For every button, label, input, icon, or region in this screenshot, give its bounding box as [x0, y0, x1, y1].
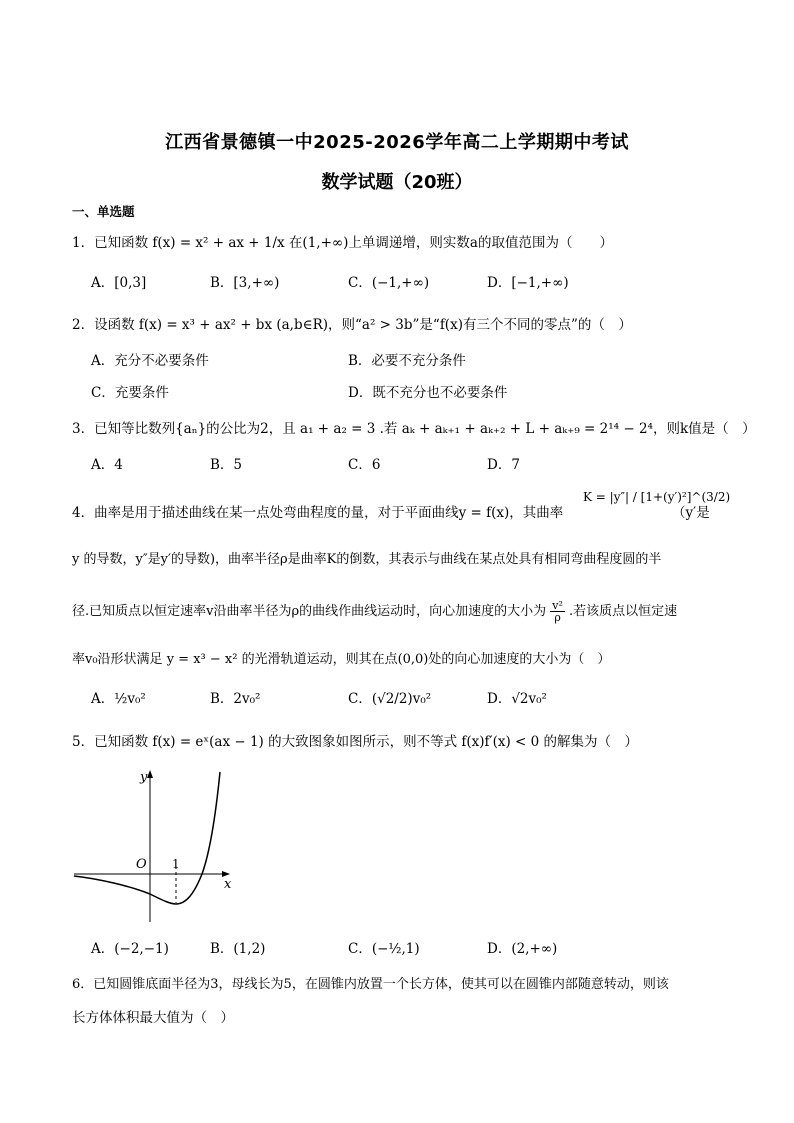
q5-option-a: A．(−2,−1): [91, 941, 169, 957]
q4-line3-tail: .若该质点以恒定速: [569, 604, 678, 619]
q3-option-d: D．7: [487, 457, 520, 473]
q4-line3-text: 径.已知质点以恒定速率v沿曲率半径为ρ的曲线作曲线运动时，向心加速度的大小为: [72, 604, 547, 619]
x-axis-label: x: [224, 877, 232, 892]
q3-option-c: C．6: [348, 457, 381, 473]
exam-title: 江西省景德镇一中2025-2026学年高二上学期期中考试: [165, 132, 629, 153]
question-3-stem: 3．已知等比数列{aₙ}的公比为2，且 a₁ + a₂ = 3 .若 aₖ + aₖ₊₁ + aₖ₊₂ + L + aₖ₊₉ = 2¹⁴ − 2⁴，则k值是（ ）: [72, 421, 756, 437]
q1-option-c: C．(−1,+∞): [348, 275, 430, 291]
section-heading: 一、单选题: [72, 204, 135, 219]
y-axis-label: y: [140, 770, 148, 785]
question-2-stem: 2．设函数 f(x) = x³ + ax² + bx (a,b∈R)，则“a² > 3b”是“f(x)有三个不同的零点”的（ ）: [72, 317, 632, 333]
q5-option-d: D．(2,+∞): [487, 941, 558, 957]
v-squared-over-rho: $\frac{\text{v²}}{\rho}$: [552, 599, 563, 624]
function-graph-svg: [70, 762, 240, 927]
q3-option-a: A．4: [91, 457, 123, 473]
q1-option-b: B．[3,+∞): [210, 275, 280, 291]
q4-option-a: A．½v₀²: [91, 691, 146, 707]
curvature-formula: K = |y″| / [1+(y′)²]^(3/2): [583, 490, 731, 504]
q4-line1-tail: （y′是: [672, 505, 710, 521]
question-4-line-1: [72, 504, 563, 522]
q4-option-c: C．(√2/2)v₀²: [348, 691, 432, 707]
question-6-line-1: 6．已知圆锥底面半径为3，母线长为5，在圆锥内放置一个长方体，使其可以在圆锥内部随意转动，则该: [72, 977, 669, 992]
question-6-line-2: 长方体体积最大值为（ ）: [72, 1010, 234, 1026]
function-graph: [70, 762, 240, 927]
q2-option-d: D．既不充分也不必要条件: [348, 385, 508, 401]
question-4-line-3: [72, 600, 677, 623]
q4-line1-text: 4．曲率是用于描述曲线在某一点处弯曲程度的量，对于平面曲线y = f(x)，其曲率: [72, 505, 564, 521]
y-axis-arrow: [147, 770, 153, 778]
q2-option-c: C．充要条件: [91, 385, 169, 401]
tick-label-1: 1: [172, 857, 180, 871]
q3-option-b: B．5: [210, 457, 243, 473]
q2-option-b: B．必要不充分条件: [348, 353, 466, 369]
origin-label: O: [136, 857, 147, 872]
function-curve: [74, 772, 220, 904]
q4-option-d: D．√2v₀²: [487, 691, 547, 707]
question-1-stem: 1．已知函数 f(x) = x² + ax + 1/x 在(1,+∞)上单调递增，则实数a的取值范围为（ ）: [72, 235, 613, 251]
q1-option-a: A．[0,3]: [91, 275, 147, 291]
q2-option-a: A．充分不必要条件: [91, 353, 209, 369]
q5-option-b: B．(1,2): [210, 941, 266, 957]
q1-option-d: D．[−1,+∞): [487, 275, 569, 291]
exam-subtitle: 数学试题（20班）: [321, 172, 473, 193]
question-4-line-2: y 的导数，y″是y′的导数)，曲率半径ρ是曲率K的倒数，其表示与曲线在某点处具有相同弯曲程度圆的半: [72, 552, 662, 567]
question-5-stem: 5．已知函数 f(x) = eˣ(ax − 1) 的大致图象如图所示，则不等式 f(x)f′(x) < 0 的解集为（ ）: [72, 734, 639, 750]
q4-option-b: B．2v₀²: [210, 691, 261, 707]
q5-option-c: C．(−½,1): [348, 941, 420, 957]
question-4-line-4: 率v₀沿形状满足 y = x³ − x² 的光滑轨道运动，则其在点(0,0)处的向心加速度的大小为（ ）: [72, 652, 611, 667]
